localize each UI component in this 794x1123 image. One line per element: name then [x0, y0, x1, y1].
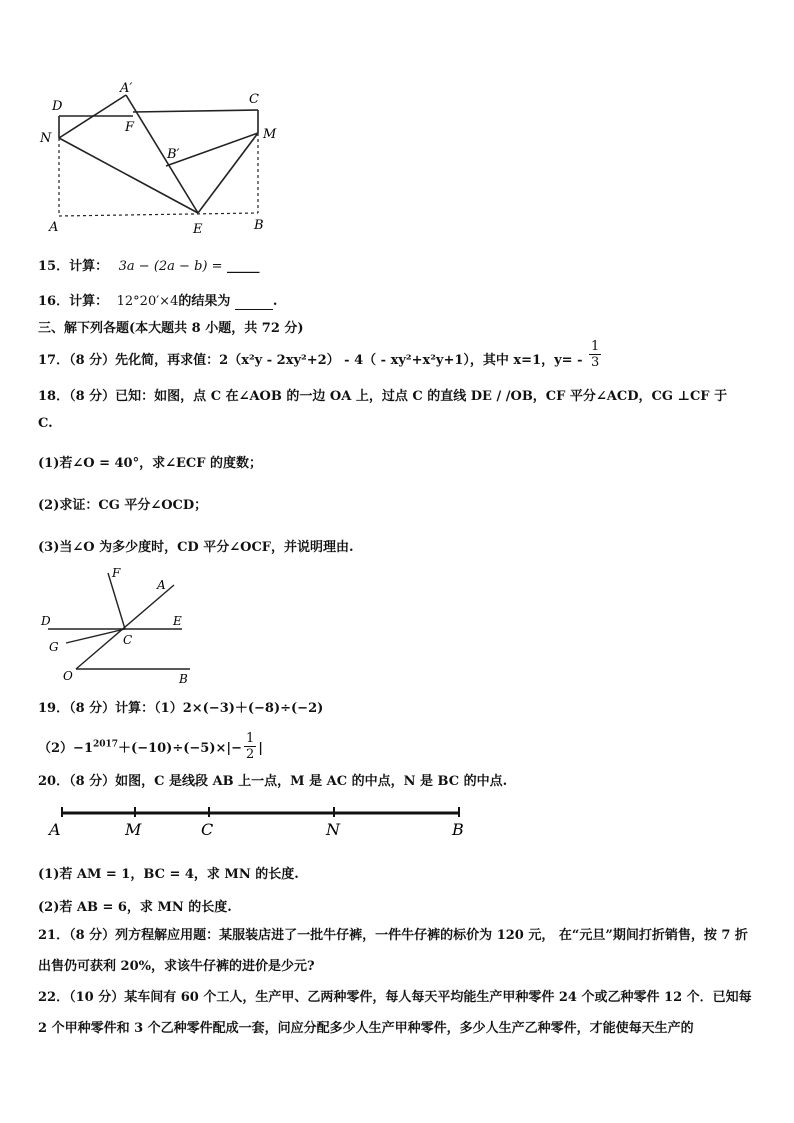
fraction-one-third	[589, 339, 601, 370]
figure-rectangle-fold	[30, 78, 290, 240]
label-M: M	[263, 127, 277, 142]
exponent: 2017	[92, 739, 119, 750]
label-F: F	[125, 120, 135, 135]
question-number: 18．	[38, 389, 70, 404]
label-B: B	[179, 672, 188, 686]
segment-A1E	[126, 95, 198, 213]
answer-blank: _____	[227, 259, 260, 274]
label-C: C	[123, 633, 133, 647]
figure-angle-lines	[36, 565, 206, 687]
point-label-C: C	[201, 820, 214, 839]
fraction-denominator: 2	[245, 747, 255, 762]
question-number: 19．	[38, 701, 70, 716]
expression: 12°20′×4	[116, 294, 179, 309]
label-A: A	[157, 578, 166, 592]
question-18-sub1: (1)若∠O = 40°，求∠ECF 的度数；	[38, 456, 263, 471]
question-text: （8 分）如图，C 是线段 AB 上一点，M 是 AC 的中点，N 是 BC 的中点.	[69, 774, 508, 789]
question-18-sub3: (3)当∠O 为多少度时，CD 平分∠OCF，并说明理由.	[38, 540, 354, 555]
question-text: （8 分）计算：（1）2×(−3)＋(−8)÷(−2)	[69, 701, 324, 716]
label-E: E	[173, 614, 182, 628]
point-label-A: A	[49, 820, 61, 839]
expression-part: |	[258, 741, 263, 756]
label-E: E	[193, 222, 203, 237]
question-number: 20．	[38, 774, 70, 789]
question-20-sub2: (2)若 AB = 6，求 MN 的长度.	[38, 900, 232, 915]
expression: 3a − (2a − b) =	[118, 259, 223, 274]
answer-blank	[235, 294, 273, 310]
question-17	[38, 339, 603, 376]
question-number: 22．	[38, 990, 70, 1005]
segment-FC	[133, 110, 258, 112]
section-heading: 三、解下列各题(本大题共 8 小题，共 72 分)	[38, 321, 304, 336]
figure-segment-AB	[40, 803, 480, 843]
question-text: （10 分）某车间有 60 个工人，生产甲、乙两种零件，每人每天平均能生产甲种零件 24 个或乙种零件 12 个．已知每 2 个甲种零件和 3 个乙种零件配成一套，问应分配多少人生产甲种零件，多少人生产乙种零件，才能使每天生产的	[38, 990, 752, 1036]
label-B: B	[254, 218, 264, 233]
question-text: （8 分）列方程解应用题：某服装店进了一批牛仔裤，一件牛仔裤的标价为 120 元， 在“元旦”期间打折销售，按 7 折出售仍可获利 20%，求该牛仔裤的进价是少元?	[38, 928, 748, 974]
line-CF	[108, 573, 125, 629]
point-label-B: B	[452, 820, 464, 839]
question-18-line2: C.	[38, 416, 53, 431]
question-end: .	[272, 294, 278, 309]
label-D: D	[52, 99, 63, 114]
point-label-M: M	[125, 820, 142, 839]
question-15	[38, 255, 260, 274]
question-text: 计算：	[69, 294, 109, 309]
question-21	[38, 920, 756, 982]
question-number: 16．	[38, 294, 70, 309]
expression-part: ＋(−10)÷(−5)×|−	[118, 741, 242, 756]
label-B-prime: B′	[167, 147, 180, 162]
question-20	[38, 770, 507, 789]
question-number: 15．	[38, 259, 70, 274]
segment-EM	[198, 133, 258, 213]
fraction-numerator: 1	[591, 339, 600, 354]
label-A-prime: A′	[120, 81, 133, 96]
label-C: C	[249, 92, 259, 107]
question-20-sub1: (1)若 AM = 1，BC = 4，求 MN 的长度.	[38, 867, 299, 882]
segment-B1M	[166, 133, 258, 166]
question-18-sub2: (2)求证：CG 平分∠OCD；	[38, 498, 208, 513]
question-text: （8 分）已知：如图，点 C 在∠AOB 的一边 OA 上，过点 C 的直线 DE / /OB，CF 平分∠ACD，CG ⊥CF 于	[69, 389, 728, 404]
question-19-line2	[38, 733, 263, 764]
line-CG	[66, 629, 125, 643]
label-N: N	[40, 131, 52, 146]
question-22	[38, 982, 756, 1044]
label-F: F	[112, 566, 121, 580]
dotted-bottom	[59, 213, 258, 216]
label-G: G	[49, 640, 59, 654]
question-text: 计算：	[69, 259, 109, 274]
label-A: A	[49, 220, 59, 235]
question-number: 17．	[38, 353, 70, 368]
label-O: O	[63, 669, 73, 683]
point-label-N: N	[326, 820, 340, 839]
fraction-numerator: 1	[245, 731, 255, 746]
question-16	[38, 290, 277, 310]
label-D: D	[41, 614, 51, 628]
question-number: 21．	[38, 928, 70, 943]
fraction-one-half	[244, 731, 256, 762]
question-text: （8 分）先化简，再求值：2（x²y - 2xy²+2） - 4（ - xy²+x²y+1），其中 x=1，y= -	[69, 353, 583, 368]
question-tail: 的结果为	[178, 294, 231, 309]
question-19-line1	[38, 697, 323, 716]
question-18-line1	[38, 385, 727, 404]
fraction-denominator: 3	[591, 355, 600, 370]
expression-part: （2）−1	[38, 741, 93, 756]
